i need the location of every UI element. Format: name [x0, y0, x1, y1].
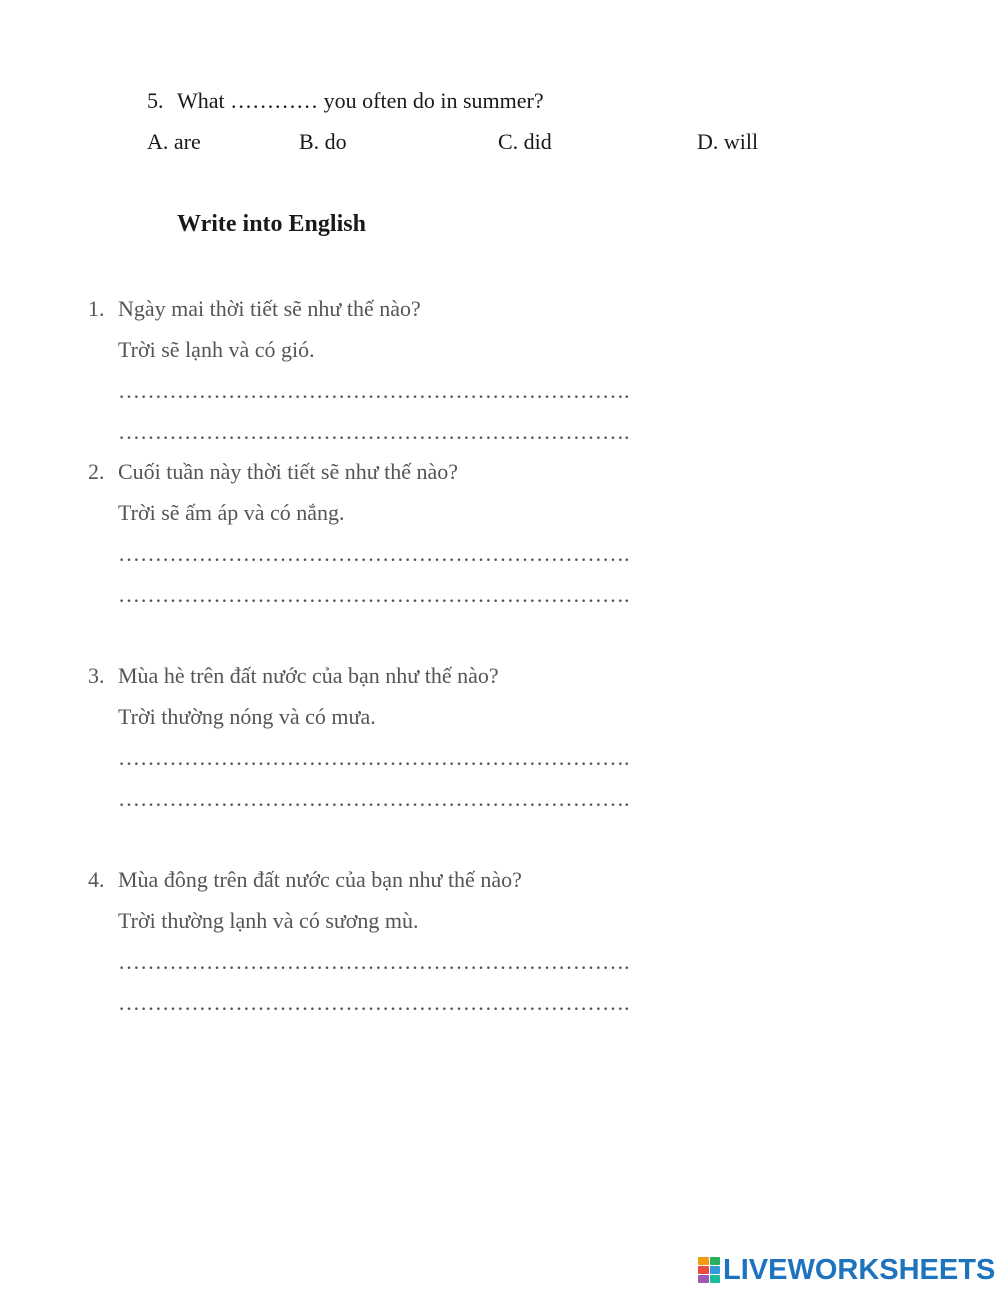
option-c[interactable]: C. did [498, 129, 552, 154]
item-number: 4. [88, 867, 105, 892]
answer-line-2[interactable]: ……………………………………………………………. [118, 582, 630, 607]
answer-line-1[interactable]: ……………………………………………………………. [118, 745, 630, 770]
answer-line-1[interactable]: ……………………………………………………………. [118, 378, 630, 403]
liveworksheets-logo-icon [698, 1257, 720, 1283]
item-hint: Trời thường lạnh và có sương mù. [118, 908, 419, 933]
option-b[interactable]: B. do [299, 129, 347, 154]
option-a[interactable]: A. are [147, 129, 201, 154]
section-title: Write into English [177, 211, 366, 237]
logo-block [710, 1257, 721, 1265]
logo-block [698, 1275, 709, 1283]
logo-block [698, 1266, 709, 1274]
item-hint: Trời thường nóng và có mưa. [118, 704, 376, 729]
answer-line-2[interactable]: ……………………………………………………………. [118, 990, 630, 1015]
item-question: Mùa hè trên đất nước của bạn như thế nào? [118, 663, 499, 688]
liveworksheets-logo [698, 1254, 995, 1286]
logo-block [710, 1275, 721, 1283]
item-question: Cuối tuần này thời tiết sẽ như thế nào? [118, 459, 459, 484]
question-5-number: 5. [147, 88, 164, 113]
item-question: Mùa đông trên đất nước của bạn như thế nào? [118, 867, 522, 892]
item-question: Ngày mai thời tiết sẽ như thế nào? [118, 296, 421, 321]
answer-line-2[interactable]: ……………………………………………………………. [118, 419, 630, 444]
liveworksheets-logo-text: LIVEWORKSHEETS [723, 1254, 996, 1286]
option-d[interactable]: D. will [697, 129, 759, 154]
item-hint: Trời sẽ lạnh và có gió. [118, 337, 315, 362]
answer-line-1[interactable]: ……………………………………………………………. [118, 541, 630, 566]
item-hint: Trời sẽ ấm áp và có nắng. [118, 500, 345, 525]
logo-block [710, 1266, 721, 1274]
answer-line-1[interactable]: ……………………………………………………………. [118, 949, 630, 974]
logo-block [698, 1257, 709, 1265]
item-number: 3. [88, 663, 105, 688]
question-5-text: What ………… you often do in summer? [177, 88, 544, 113]
item-number: 1. [88, 296, 105, 321]
answer-line-2[interactable]: ……………………………………………………………. [118, 786, 630, 811]
item-number: 2. [88, 459, 105, 484]
